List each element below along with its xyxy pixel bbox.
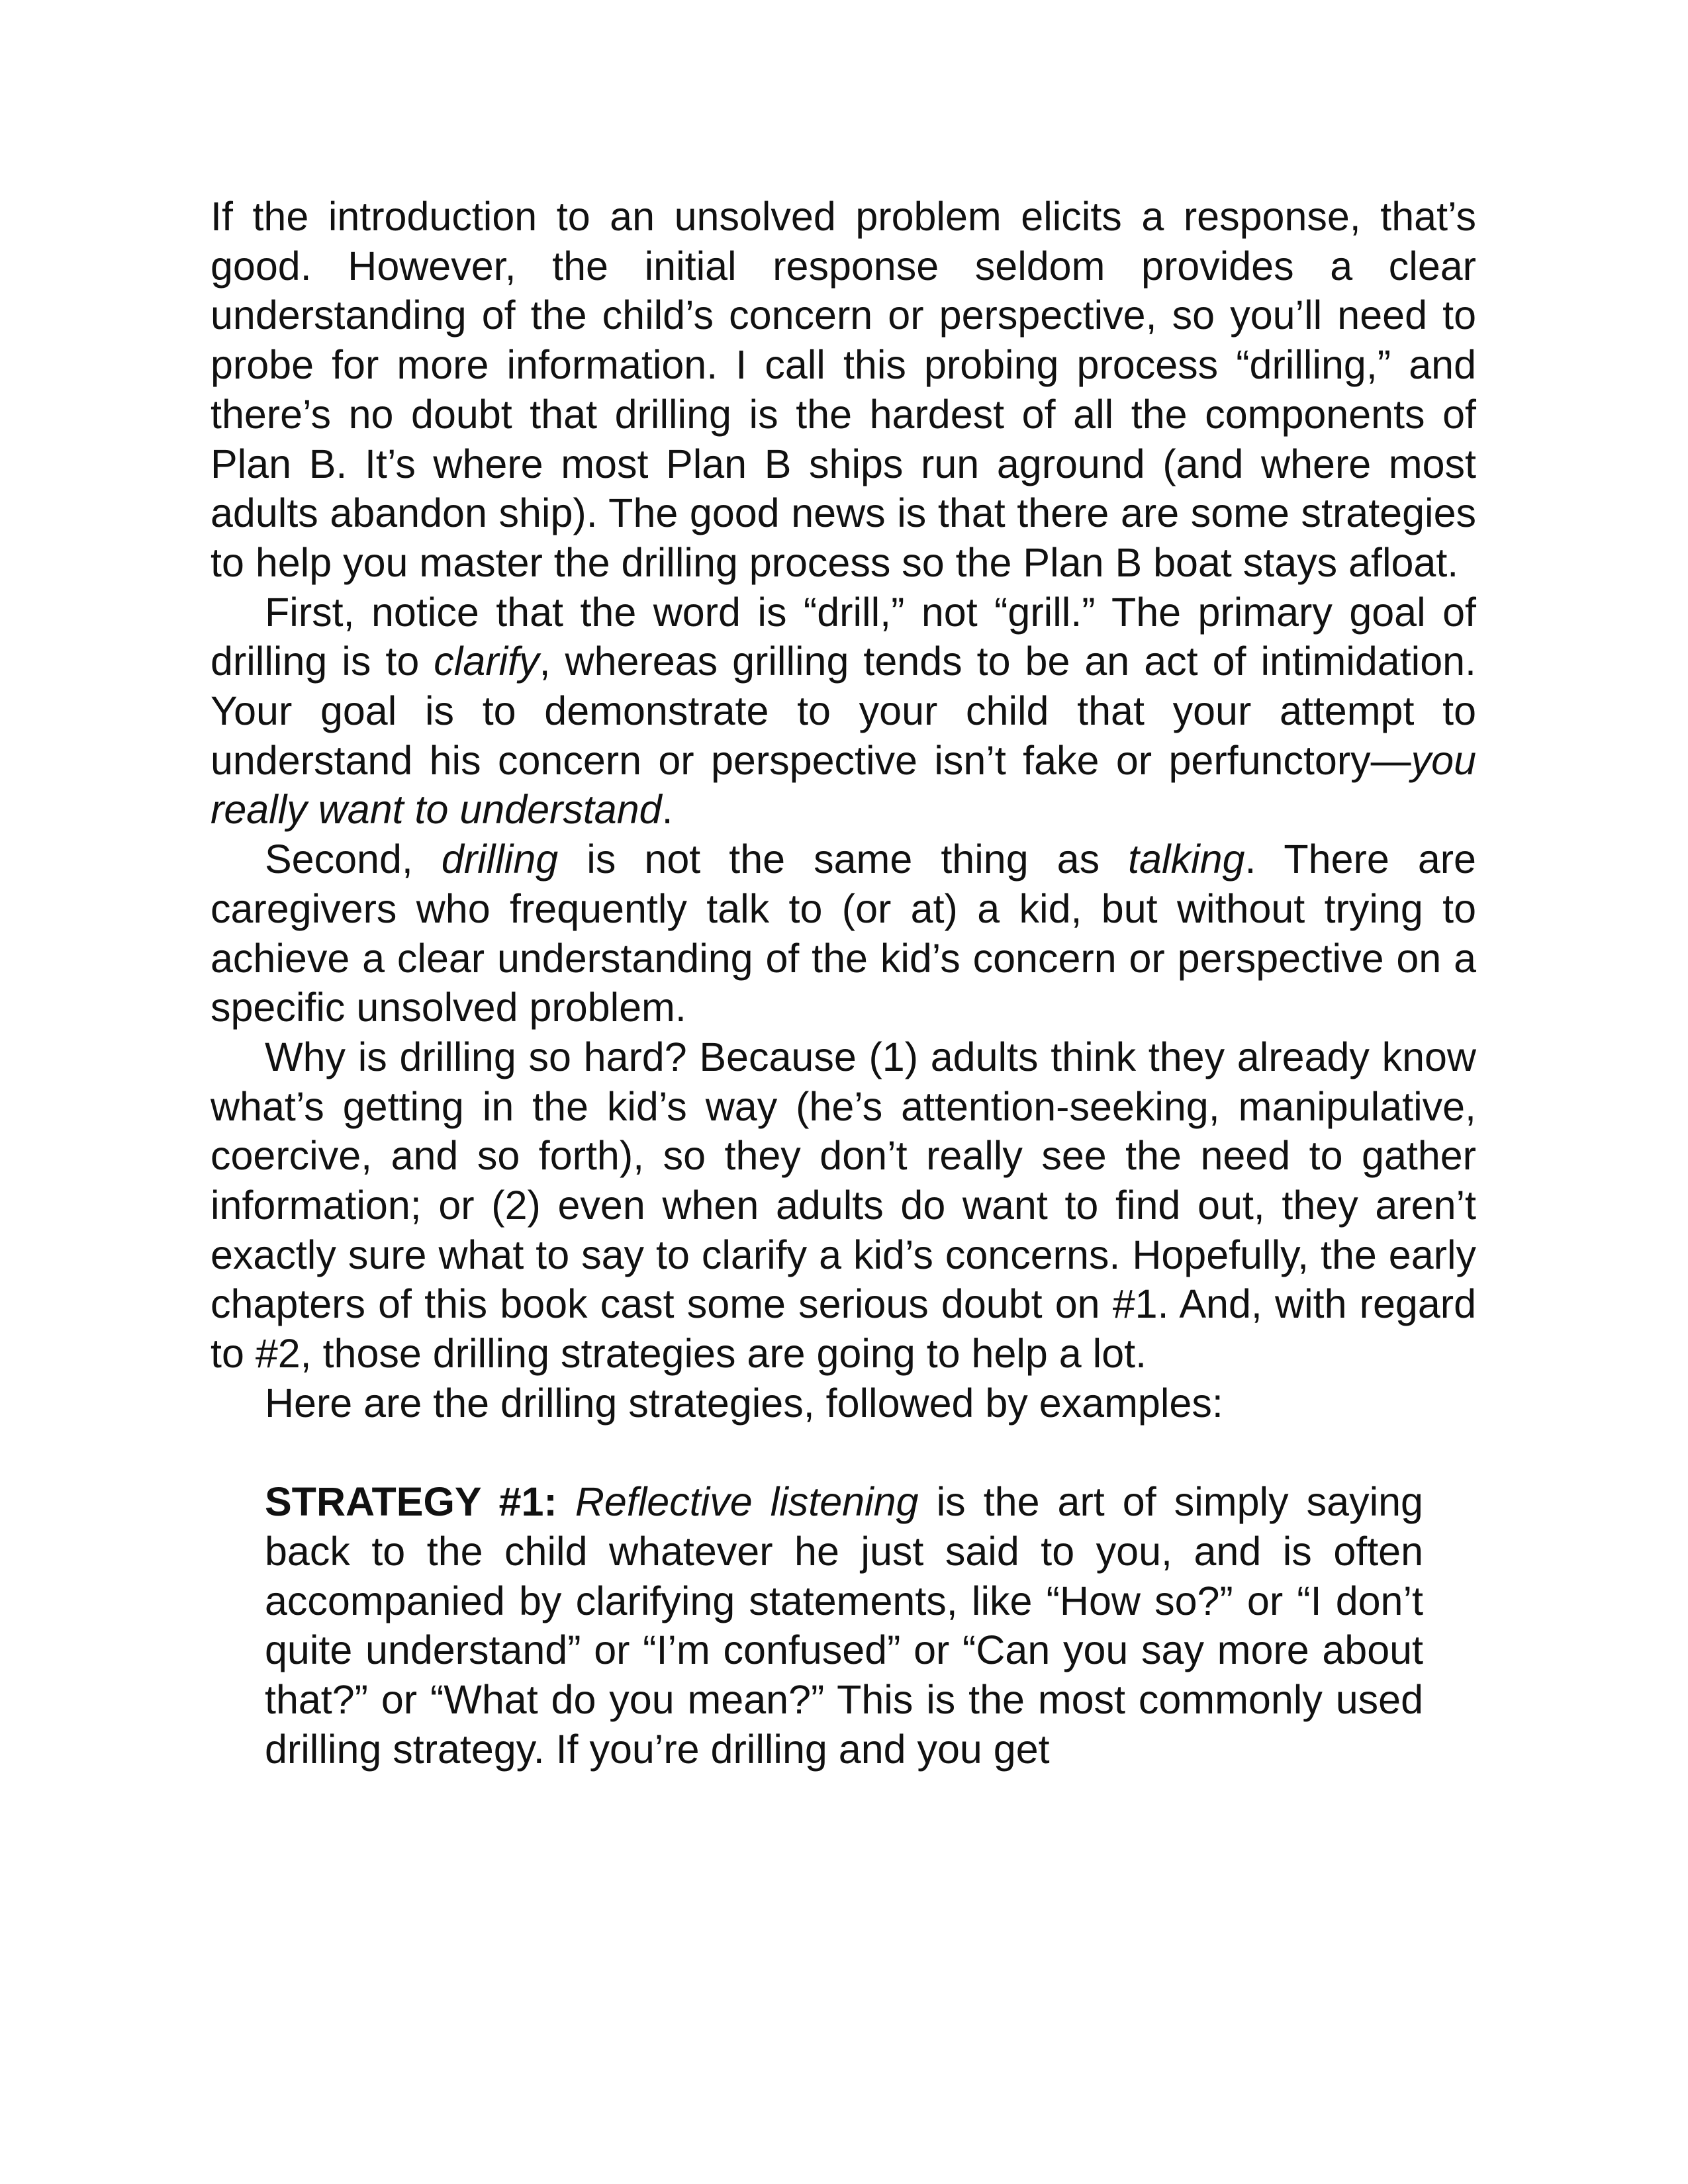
body-text	[211, 192, 1476, 1774]
text-segment: is the art of simply saying back to the child whatever he just said to you, and is often accompanied by clarifying statements, like “How so?” or “I don’t quite understand” or “I’m confused” or “Can you say more about that?” or “What do you mean?” This is the most commonly used drilling strategy. If you’re drilling and you get	[265, 1479, 1423, 1772]
strategy-1-block	[265, 1477, 1423, 1774]
italic-segment: you really want to understand	[211, 737, 1476, 833]
text-segment: is not the same thing as	[558, 837, 1129, 882]
text-segment: Why is drilling so hard? Because (1) adults think they already know what’s getting in the kid’s way (he’s attention-seeking, manipulative, coercive, and so forth), so they don’t really see the need to gather information; or (2) even when adults do want to find out, they aren’t exactly sure what to say to clarify a kid’s concerns. Hopefully, the early chapters of this book cast some serious doubt on #1. And, with regard to #2, those drilling strategies are going to help a lot.	[211, 1034, 1476, 1377]
text-segment: , whereas grilling tends to be an act of intimidation. Your goal is to demonstrate to your child that your attempt to understand his concern or perspective isn’t fake or perfunctory—	[211, 639, 1476, 783]
text-segment	[557, 1479, 575, 1524]
text-segment: .	[661, 787, 673, 833]
italic-segment: Reflective listening	[575, 1479, 919, 1525]
paragraph-why	[211, 1032, 1476, 1379]
paragraph-here	[211, 1379, 1476, 1428]
text-segment: Here are the drilling strategies, followed by examples:	[265, 1380, 1223, 1426]
text-segment: First, notice that the word is “drill,” not “grill.” The primary goal of drilling is to	[211, 589, 1476, 684]
text-segment: Second,	[265, 837, 442, 882]
italic-segment: clarify	[434, 639, 539, 684]
paragraph-first	[211, 588, 1476, 835]
paragraph-intro	[211, 192, 1476, 588]
italic-segment: talking	[1128, 837, 1245, 882]
italic-segment: drilling	[441, 837, 559, 882]
text-segment: . There are caregivers who frequently talk to (or at) a kid, but without trying to achieve a clear understanding of the kid’s concern or perspective on a specific unsolved problem.	[211, 837, 1476, 1030]
paragraph-second	[211, 835, 1476, 1032]
text-segment: If the introduction to an unsolved problem elicits a response, that’s good. However, the initial response seldom provides a clear understanding of the child’s concern or perspective, so you’ll need to probe for more information. I call this probing process “drilling,” and there’s no doubt that drilling is the hardest of all the components of Plan B. It’s where most Plan B ships run aground (and where most adults abandon ship). The good news is that there are some strategies to help you master the drilling process so the Plan B boat stays afloat.	[211, 194, 1476, 585]
strategy-heading: STRATEGY #1:	[265, 1479, 557, 1525]
